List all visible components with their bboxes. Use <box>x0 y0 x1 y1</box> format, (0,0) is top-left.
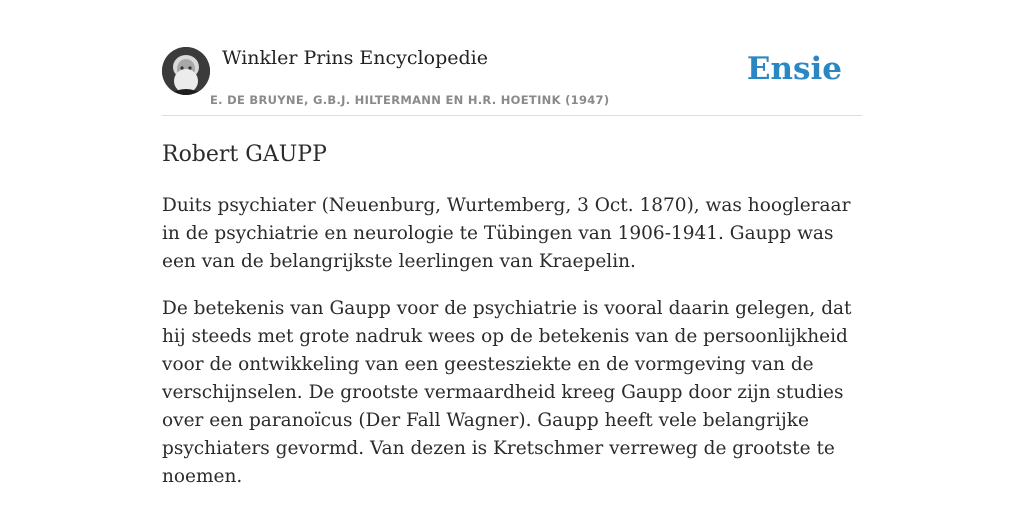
article-paragraph: Duits psychiater (Neuenburg, Wurtemberg, 3 Oct. 1870), was hoogleraar in de psychiatrie en neurologie te Tübingen van 1906-1941. Gaupp was een van de belangrijkste leerlingen van Kraepelin. <box>162 195 851 272</box>
authors-credit: E. DE BRUYNE, G.B.J. HILTERMANN EN H.R. HOETINK (1947) <box>210 93 610 107</box>
portrait-icon <box>162 47 210 95</box>
article-paragraph: De betekenis van Gaupp voor de psychiatrie is vooral daarin gelegen, dat hij steeds met grote nadruk wees op de betekenis van de persoonlijkheid voor de ontwikkeling van een geestesziekte en de vormgeving van de verschijnselen. De grootste vermaardheid kreeg Gaupp door zijn studies over een paranoïcus (Der Fall Wagner). Gaupp heeft vele belangrijke psychiaters gevormd. Van dezen is Kretschmer verreweg de grootste te noemen. <box>162 298 852 487</box>
article-page <box>162 0 862 512</box>
ensie-logo[interactable]: Ensie <box>746 51 842 87</box>
encyclopedia-title[interactable]: Winkler Prins Encyclopedie <box>222 47 488 69</box>
header <box>162 0 862 116</box>
article-body <box>162 192 862 510</box>
author-avatar[interactable] <box>162 47 210 95</box>
article-title: Robert GAUPP <box>162 142 327 167</box>
